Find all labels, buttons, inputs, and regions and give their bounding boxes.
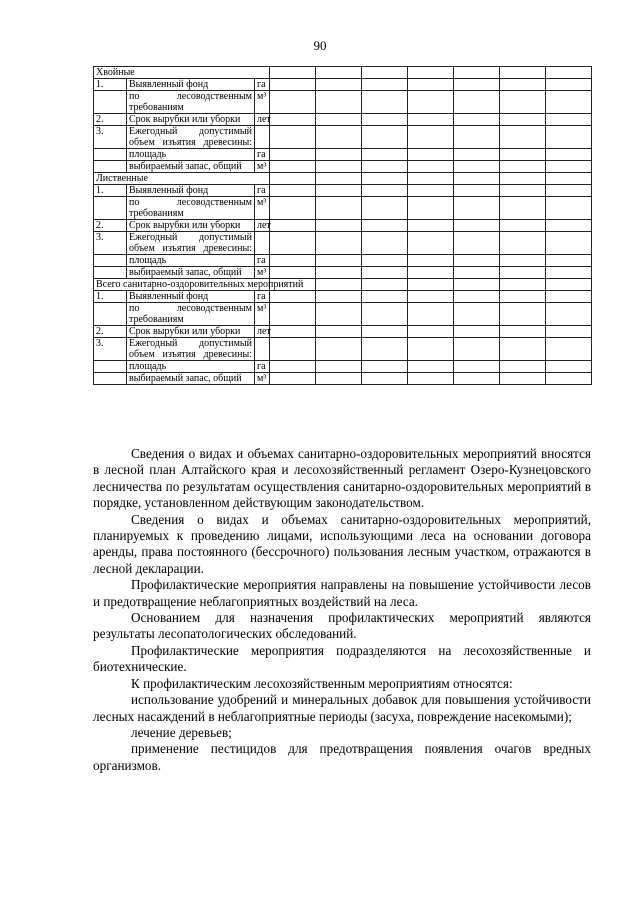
empty-cell — [545, 79, 591, 91]
empty-cell — [407, 149, 453, 161]
row-label: Ежегодный допустимый объем изъятия древесины: — [127, 232, 255, 255]
empty-cell — [499, 79, 545, 91]
paragraph: Основанием для назначения профилактических мероприятий являются результаты лесопатологических обследований. — [93, 610, 591, 642]
row-number — [94, 267, 127, 279]
empty-cell — [316, 338, 362, 361]
empty-cell — [316, 267, 362, 279]
section-title: Хвойные — [94, 67, 270, 79]
empty-cell — [407, 173, 453, 185]
empty-cell — [361, 326, 407, 338]
empty-cell — [545, 267, 591, 279]
empty-cell — [453, 91, 499, 114]
table-row — [94, 232, 592, 255]
row-unit: га — [255, 291, 270, 303]
empty-cell — [453, 173, 499, 185]
paragraph: Сведения о видах и объемах санитарно-оздоровительных мероприятий, планируемых к проведению лицами, использующими леса на основании договора аренды, права постоянного (бессрочного) пользования лесным участком, отражаются в лесной декларации. — [93, 511, 591, 576]
row-unit: м³ — [255, 197, 270, 220]
empty-cell — [453, 373, 499, 385]
empty-cell — [316, 173, 362, 185]
empty-cell — [453, 220, 499, 232]
empty-cell — [545, 338, 591, 361]
empty-cell — [499, 361, 545, 373]
row-label: выбираемый запас, общий — [127, 267, 255, 279]
empty-cell — [407, 338, 453, 361]
empty-cell — [361, 91, 407, 114]
row-label: выбираемый запас, общий — [127, 373, 255, 385]
row-number: 3. — [94, 126, 127, 149]
section-title: Лиственные — [94, 173, 270, 185]
row-label: Ежегодный допустимый объем изъятия древесины: — [127, 126, 255, 149]
empty-cell — [316, 232, 362, 255]
row-unit: га — [255, 79, 270, 91]
table-row — [94, 267, 592, 279]
empty-cell — [361, 114, 407, 126]
empty-cell — [499, 303, 545, 326]
paragraph: Сведения о видах и объемах санитарно-оздоровительных мероприятий вносятся в лесной план Алтайского края и лесохозяйственный регламент Озеро-Кузнецовского лесничества по результатам осуществления санитарно-оздоровительных мероприятий в порядке, установленном действующим законодательством. — [93, 446, 591, 511]
table-row — [94, 149, 592, 161]
empty-cell — [316, 279, 362, 291]
empty-cell — [453, 303, 499, 326]
empty-cell — [453, 185, 499, 197]
row-label: по лесоводственным требованиям — [127, 303, 255, 326]
empty-cell — [407, 67, 453, 79]
empty-cell — [270, 267, 316, 279]
empty-cell — [499, 126, 545, 149]
row-number — [94, 149, 127, 161]
empty-cell — [316, 149, 362, 161]
empty-cell — [316, 67, 362, 79]
empty-cell — [316, 114, 362, 126]
empty-cell — [316, 197, 362, 220]
empty-cell — [270, 67, 316, 79]
empty-cell — [545, 279, 591, 291]
row-unit: лет — [255, 220, 270, 232]
empty-cell — [270, 161, 316, 173]
table-row — [94, 185, 592, 197]
table-row — [94, 255, 592, 267]
empty-cell — [545, 326, 591, 338]
empty-cell — [499, 220, 545, 232]
row-number: 1. — [94, 79, 127, 91]
empty-cell — [545, 114, 591, 126]
empty-cell — [499, 373, 545, 385]
paragraph: Профилактические мероприятия направлены на повышение устойчивости лесов и предотвращение неблагоприятных воздействий на леса. — [93, 577, 591, 609]
empty-cell — [499, 338, 545, 361]
empty-cell — [316, 303, 362, 326]
empty-cell — [361, 255, 407, 267]
table-row — [94, 161, 592, 173]
empty-cell — [407, 161, 453, 173]
empty-cell — [407, 220, 453, 232]
row-number: 1. — [94, 291, 127, 303]
empty-cell — [499, 267, 545, 279]
empty-cell — [545, 373, 591, 385]
paragraph: лечение деревьев; — [131, 724, 232, 740]
empty-cell — [499, 149, 545, 161]
empty-cell — [453, 361, 499, 373]
row-unit: га — [255, 255, 270, 267]
section-title: Всего санитарно-оздоровительных мероприятий — [94, 279, 270, 291]
empty-cell — [545, 126, 591, 149]
table-row — [94, 361, 592, 373]
empty-cell — [270, 232, 316, 255]
empty-cell — [361, 220, 407, 232]
row-unit: га — [255, 361, 270, 373]
empty-cell — [361, 126, 407, 149]
empty-cell — [270, 326, 316, 338]
table-row — [94, 303, 592, 326]
row-number — [94, 361, 127, 373]
row-unit — [255, 126, 270, 149]
empty-cell — [407, 279, 453, 291]
row-unit: м³ — [255, 373, 270, 385]
empty-cell — [316, 79, 362, 91]
empty-cell — [316, 361, 362, 373]
empty-cell — [453, 267, 499, 279]
empty-cell — [407, 114, 453, 126]
empty-cell — [453, 114, 499, 126]
row-label: Выявленный фонд — [127, 291, 255, 303]
empty-cell — [545, 91, 591, 114]
row-label: Выявленный фонд — [127, 185, 255, 197]
empty-cell — [453, 232, 499, 255]
empty-cell — [270, 338, 316, 361]
row-number: 3. — [94, 338, 127, 361]
empty-cell — [545, 291, 591, 303]
empty-cell — [270, 173, 316, 185]
empty-cell — [361, 232, 407, 255]
empty-cell — [270, 373, 316, 385]
empty-cell — [316, 220, 362, 232]
section-header-row — [94, 279, 592, 291]
row-number: 2. — [94, 220, 127, 232]
empty-cell — [316, 161, 362, 173]
empty-cell — [453, 79, 499, 91]
empty-cell — [316, 126, 362, 149]
row-label: выбираемый запас, общий — [127, 161, 255, 173]
empty-cell — [361, 361, 407, 373]
empty-cell — [545, 232, 591, 255]
empty-cell — [316, 91, 362, 114]
row-number — [94, 255, 127, 267]
row-number: 2. — [94, 326, 127, 338]
empty-cell — [453, 338, 499, 361]
empty-cell — [499, 91, 545, 114]
empty-cell — [407, 185, 453, 197]
section-header-row — [94, 173, 592, 185]
empty-cell — [361, 197, 407, 220]
empty-cell — [453, 67, 499, 79]
empty-cell — [499, 255, 545, 267]
empty-cell — [407, 91, 453, 114]
row-number — [94, 197, 127, 220]
empty-cell — [361, 267, 407, 279]
empty-cell — [361, 149, 407, 161]
row-unit: м³ — [255, 303, 270, 326]
empty-cell — [361, 185, 407, 197]
empty-cell — [499, 232, 545, 255]
empty-cell — [270, 220, 316, 232]
row-label: Срок вырубки или уборки — [127, 114, 255, 126]
body-text — [93, 446, 591, 774]
table-row — [94, 326, 592, 338]
empty-cell — [545, 303, 591, 326]
row-number — [94, 303, 127, 326]
table-row — [94, 338, 592, 361]
empty-cell — [499, 326, 545, 338]
table-row — [94, 220, 592, 232]
empty-cell — [407, 197, 453, 220]
empty-cell — [361, 79, 407, 91]
page-number: 90 — [313, 38, 327, 53]
empty-cell — [545, 220, 591, 232]
empty-cell — [407, 255, 453, 267]
empty-cell — [407, 291, 453, 303]
row-label: площадь — [127, 149, 255, 161]
empty-cell — [316, 326, 362, 338]
empty-cell — [270, 149, 316, 161]
empty-cell — [453, 279, 499, 291]
empty-cell — [270, 255, 316, 267]
empty-cell — [453, 161, 499, 173]
paragraph: К профилактическим лесохозяйственным мероприятиям относятся: — [131, 675, 513, 691]
row-unit: м³ — [255, 267, 270, 279]
empty-cell — [270, 185, 316, 197]
empty-cell — [316, 291, 362, 303]
empty-cell — [499, 279, 545, 291]
empty-cell — [270, 79, 316, 91]
empty-cell — [270, 303, 316, 326]
row-unit: га — [255, 185, 270, 197]
empty-cell — [361, 279, 407, 291]
row-label: по лесоводственным требованиям — [127, 91, 255, 114]
empty-cell — [316, 185, 362, 197]
paragraph: использование удобрений и минеральных добавок для повышения устойчивости лесных насаждений в неблагоприятные периоды (засуха, повреждение насекомыми); — [93, 692, 591, 724]
row-label: Ежегодный допустимый объем изъятия древесины: — [127, 338, 255, 361]
empty-cell — [453, 326, 499, 338]
empty-cell — [361, 303, 407, 326]
row-unit: га — [255, 149, 270, 161]
row-label: площадь — [127, 361, 255, 373]
empty-cell — [545, 173, 591, 185]
forest-measures-table — [93, 66, 592, 385]
row-unit: м³ — [255, 161, 270, 173]
empty-cell — [453, 291, 499, 303]
empty-cell — [270, 291, 316, 303]
empty-cell — [361, 67, 407, 79]
empty-cell — [499, 67, 545, 79]
empty-cell — [361, 161, 407, 173]
row-label: Выявленный фонд — [127, 79, 255, 91]
empty-cell — [407, 373, 453, 385]
empty-cell — [316, 255, 362, 267]
empty-cell — [361, 373, 407, 385]
paragraph: Профилактические мероприятия подразделяются на лесохозяйственные и биотехнические. — [93, 642, 591, 675]
empty-cell — [545, 361, 591, 373]
empty-cell — [270, 114, 316, 126]
row-number: 2. — [94, 114, 127, 126]
empty-cell — [270, 361, 316, 373]
empty-cell — [453, 149, 499, 161]
row-label: Срок вырубки или уборки — [127, 326, 255, 338]
empty-cell — [270, 126, 316, 149]
empty-cell — [270, 197, 316, 220]
empty-cell — [545, 149, 591, 161]
empty-cell — [316, 373, 362, 385]
row-unit: м³ — [255, 91, 270, 114]
empty-cell — [499, 185, 545, 197]
empty-cell — [361, 173, 407, 185]
row-unit: лет — [255, 114, 270, 126]
table-row — [94, 91, 592, 114]
empty-cell — [545, 255, 591, 267]
empty-cell — [407, 126, 453, 149]
empty-cell — [361, 338, 407, 361]
empty-cell — [270, 91, 316, 114]
empty-cell — [361, 291, 407, 303]
empty-cell — [545, 67, 591, 79]
row-label: площадь — [127, 255, 255, 267]
empty-cell — [499, 161, 545, 173]
empty-cell — [499, 114, 545, 126]
empty-cell — [453, 255, 499, 267]
row-number: 1. — [94, 185, 127, 197]
row-number — [94, 373, 127, 385]
paragraph: применение пестицидов для предотвращения появления очагов вредных организмов. — [93, 741, 591, 773]
empty-cell — [407, 79, 453, 91]
empty-cell — [407, 326, 453, 338]
row-unit: лет — [255, 326, 270, 338]
empty-cell — [499, 197, 545, 220]
table-row — [94, 373, 592, 385]
empty-cell — [499, 173, 545, 185]
empty-cell — [453, 126, 499, 149]
row-number — [94, 161, 127, 173]
empty-cell — [407, 303, 453, 326]
table-row — [94, 79, 592, 91]
empty-cell — [545, 197, 591, 220]
row-unit — [255, 232, 270, 255]
empty-cell — [407, 232, 453, 255]
row-label: по лесоводственным требованиям — [127, 197, 255, 220]
section-header-row — [94, 67, 592, 79]
table-row — [94, 114, 592, 126]
row-label: Срок вырубки или уборки — [127, 220, 255, 232]
table-row — [94, 197, 592, 220]
empty-cell — [453, 197, 499, 220]
row-number: 3. — [94, 232, 127, 255]
empty-cell — [499, 291, 545, 303]
empty-cell — [407, 267, 453, 279]
row-number — [94, 91, 127, 114]
table-row — [94, 291, 592, 303]
row-unit — [255, 338, 270, 361]
empty-cell — [545, 185, 591, 197]
empty-cell — [545, 161, 591, 173]
table-row — [94, 126, 592, 149]
empty-cell — [407, 361, 453, 373]
